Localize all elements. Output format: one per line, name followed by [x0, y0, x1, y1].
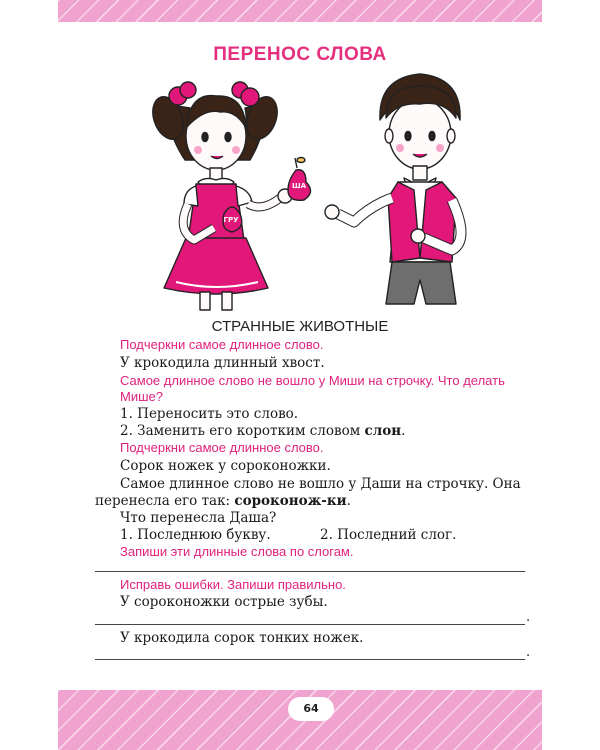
page-title: ПЕРЕНОС СЛОВА	[213, 44, 387, 65]
sentence-dasha-1: Самое длинное слово не вошло у Даши на строчку. Она	[120, 476, 521, 492]
question-dasha: Что перенесла Даша?	[120, 510, 277, 526]
pear-left-label: ГРУ	[223, 216, 239, 224]
answer-option-1: 1. Последнюю букву.	[120, 527, 271, 543]
sentence-crocodile-tail: У крокодила длинный хвост.	[120, 355, 325, 371]
word-split: сороконож-ки	[234, 493, 347, 509]
question-misha-2: Мише?	[120, 389, 163, 404]
instruction-underline-1: Подчеркни самое длинное слово.	[120, 337, 324, 352]
sentence-centipede-legs: Сорок ножек у сороконожки.	[120, 458, 331, 474]
section-subtitle: СТРАННЫЕ ЖИВОТНЫЕ	[211, 318, 389, 335]
answer-line-2-period: .	[526, 645, 531, 660]
dasha-text: перенесла его так:	[95, 493, 235, 509]
option-2-text: 2. Заменить его коротким словом	[120, 423, 365, 439]
option-2-misha	[120, 423, 405, 439]
boy-figure	[325, 74, 461, 304]
answer-line-2[interactable]	[95, 659, 525, 660]
instruction-fix-errors: Исправь ошибки. Запиши правильно.	[120, 577, 346, 592]
sentence-centipede-teeth: У сороконожки острые зубы.	[120, 594, 328, 610]
pear-right-label: ША	[291, 182, 307, 190]
answer-line-syllables[interactable]	[95, 571, 525, 572]
sentence-crocodile-legs: У крокодила сорок тонких ножек.	[120, 630, 364, 646]
dasha-period: .	[346, 493, 351, 509]
children-illustration	[0, 0, 600, 320]
page-number: 64	[288, 697, 334, 721]
question-misha-1: Самое длинное слово не вошло у Миши на строчку. Что делать	[120, 373, 505, 388]
answer-option-2: 2. Последний слог.	[320, 527, 457, 543]
sentence-dasha-2	[95, 493, 351, 509]
option-1-misha: 1. Переносить это слово.	[120, 406, 299, 422]
option-2-period: .	[401, 423, 406, 439]
instruction-syllables: Запиши эти длинные слова по слогам.	[120, 544, 354, 559]
instruction-underline-2: Подчеркни самое длинное слово.	[120, 440, 324, 455]
answer-line-1[interactable]	[95, 624, 525, 625]
word-slon: слон	[364, 423, 402, 439]
girl-figure	[147, 82, 310, 310]
answer-line-1-period: .	[526, 610, 531, 625]
